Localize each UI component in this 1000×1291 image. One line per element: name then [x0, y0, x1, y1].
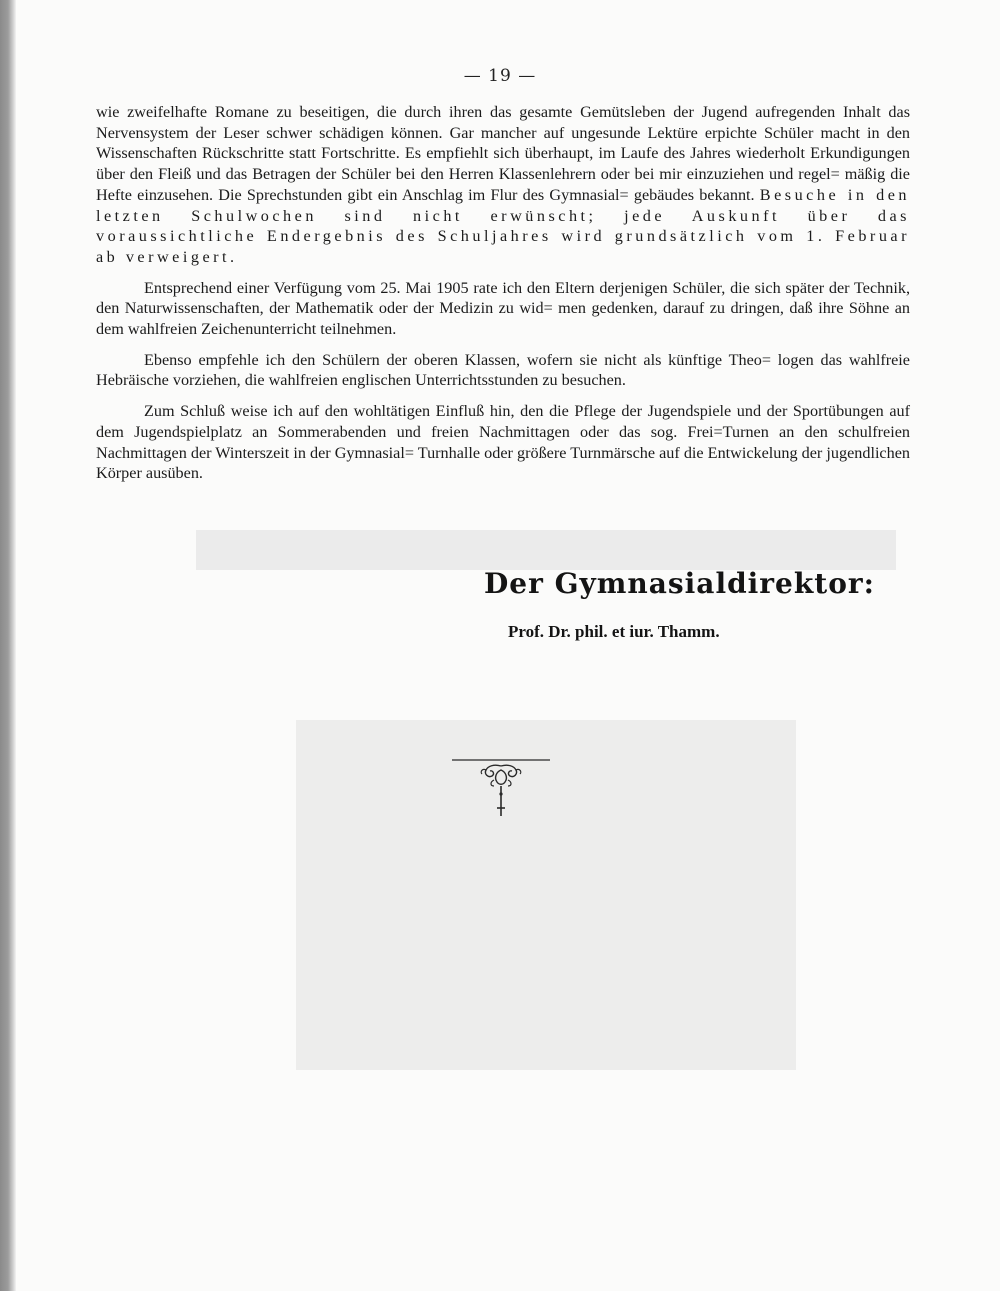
paragraph-1: [96, 102, 910, 268]
paragraph-1-emphasis: Besuche in den letzten Schulwochen sind nicht erwünscht; jede Auskunft über das voraussichtliche Endergebnis des Schuljahres wird grundsätzlich vom 1. Februar ab verweigert.: [96, 185, 910, 266]
paragraph-3: Ebenso empfehle ich den Schülern der oberen Klassen, wofern sie nicht als künftige Theo= logen das wahlfreie Hebräische vorziehen, die wahlfreien englischen Unterrichtsstunden zu besuchen.: [96, 350, 910, 390]
paragraph-1-line-2: aufregenden Inhalt das Nervensystem der Leser schwer schädigen können. Gar mancher auf: [96, 103, 911, 142]
printers-ornament-icon: [450, 756, 552, 822]
paragraph-1-line-3: ungesunde Lektüre erpichte Schüler macht in den Wissenschaften Rückschritte statt Fortschritte.: [96, 123, 910, 163]
paragraph-4: Zum Schluß weise ich auf den wohltätigen Einfluß hin, den die Pflege der Jugendspiele und der Sportübungen auf dem Jugendspielplatz an Sommerabenden und freien Nachmittagen oder das sog. Frei=Turnen an den schulfreien Nachmittagen der Winterszeit in der Gymnasial= Turnhalle oder größere Turnmärsche auf die Entwickelung der jugendlichen Körper ausüben.: [96, 402, 910, 483]
paragraph-1-line-4: Es empfiehlt sich überhaupt, im Laufe des Jahres wiederholt Erkundigungen über den Fleiß: [96, 144, 910, 184]
body-text: [96, 102, 910, 494]
paragraph-1-line-1: wie zweifelhafte Romane zu beseitigen, die durch ihren das gesamte Gemütsleben der Jugend: [96, 103, 748, 121]
signature-title: Der Gymnasialdirektor:: [484, 567, 875, 600]
paragraph-1-line-5: und das Betragen der Schüler bei den Herren Klassenlehrern oder bei mir einzuziehen und regel=: [196, 165, 840, 184]
paragraph-1-line-7: gebäudes bekannt.: [633, 185, 755, 204]
page-number: — 19 —: [463, 66, 537, 86]
scan-binding-edge: [0, 0, 16, 1291]
paragraph-2: Entsprechend einer Verfügung vom 25. Mai 1905 rate ich den Eltern derjenigen Schüler, die sich später der Technik, den Naturwissenschaften, der Mathematik oder der Medizin zu wid= men gedenken, darauf zu dringen, daß ihre Söhne an dem wahlfreien Zeichenunterricht teilnehmen.: [96, 278, 910, 339]
signer-name: Prof. Dr. phil. et iur. Thamm.: [508, 622, 720, 641]
paragraph-1-line-6: mäßig die Hefte einzusehen. Die Sprechstunden gibt ein Anschlag im Flur des Gymnasial=: [96, 165, 910, 204]
